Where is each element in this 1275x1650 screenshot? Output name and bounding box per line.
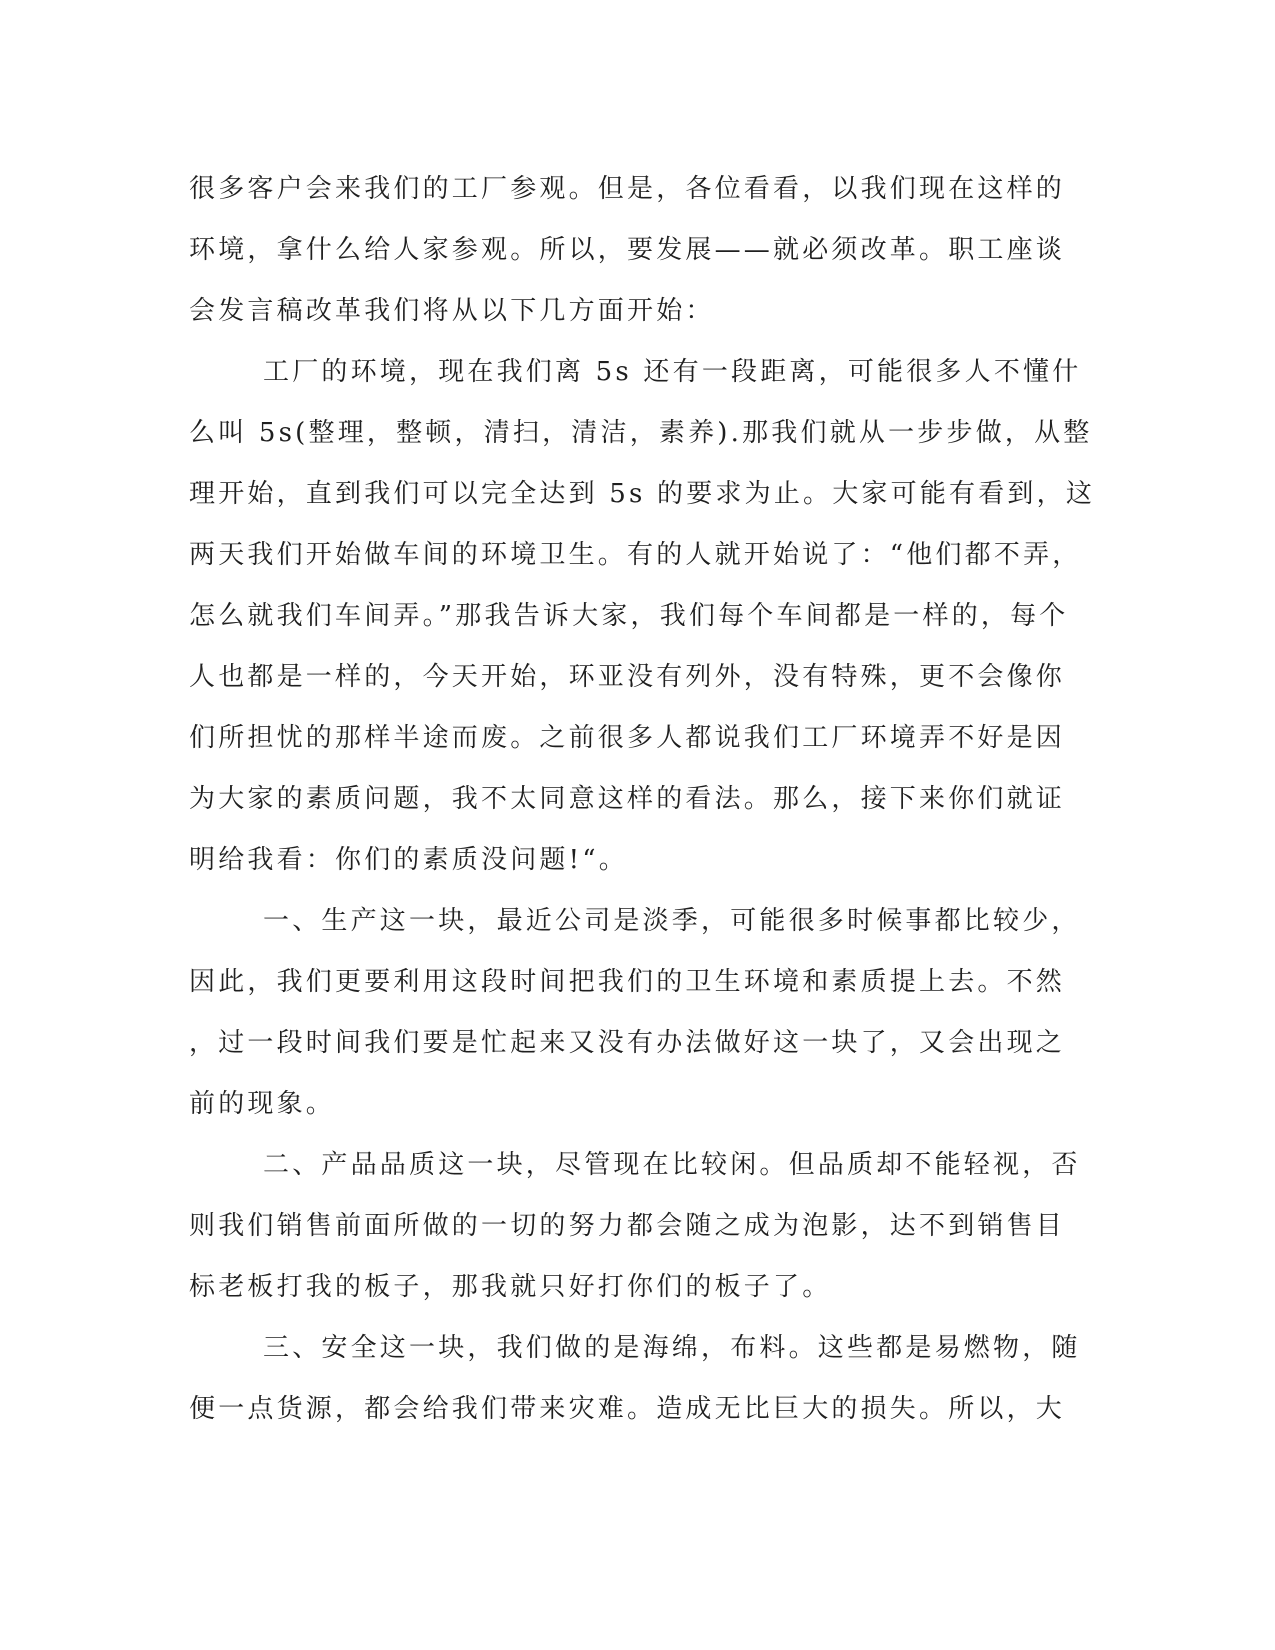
paragraph-line: 则我们销售前面所做的一切的努力都会随之成为泡影，达不到销售目 xyxy=(189,1211,1066,1241)
paragraph-first-line: 一、生产这一块，最近公司是淡季，可能很多时候事都比较少， xyxy=(263,906,1081,936)
paragraph-first-line: 三、安全这一块，我们做的是海绵，布料。这些都是易燃物，随 xyxy=(263,1333,1081,1363)
paragraph-line: 会发言稿改革我们将从以下几方面开始： xyxy=(189,296,715,326)
paragraph-line: 么叫 5s(整理，整顿，清扫，清洁，素养).那我们就从一步步做，从整 xyxy=(189,418,1093,448)
paragraph-line: 很多客户会来我们的工厂参观。但是，各位看看，以我们现在这样的 xyxy=(189,174,1066,204)
paragraph-line: 因此，我们更要利用这段时间把我们的卫生环境和素质提上去。不然 xyxy=(189,967,1066,997)
paragraph-line: 环境，拿什么给人家参观。所以，要发展——就必须改革。职工座谈 xyxy=(189,235,1066,265)
paragraph-line: 怎么就我们车间弄。”那我告诉大家，我们每个车间都是一样的，每个 xyxy=(189,601,1069,631)
paragraph-line: 前的现象。 xyxy=(189,1089,336,1119)
paragraph-line: 明给我看：你们的素质没问题!“。 xyxy=(189,845,628,875)
paragraph-line: 两天我们开始做车间的环境卫生。有的人就开始说了：“他们都不弄， xyxy=(189,540,1082,570)
paragraph-line: 为大家的素质问题，我不太同意这样的看法。那么，接下来你们就证 xyxy=(189,784,1066,814)
paragraph-line: 人也都是一样的，今天开始，环亚没有列外，没有特殊，更不会像你 xyxy=(189,662,1066,692)
paragraph-line: 标老板打我的板子，那我就只好打你们的板子了。 xyxy=(189,1272,832,1302)
paragraph-line: 理开始，直到我们可以完全达到 5s 的要求为止。大家可能有看到，这 xyxy=(189,479,1096,509)
paragraph-line: ，过一段时间我们要是忙起来又没有办法做好这一块了，又会出现之 xyxy=(189,1028,1066,1058)
paragraph-first-line: 工厂的环境，现在我们离 5s 还有一段距离，可能很多人不懂什 xyxy=(263,357,1082,387)
paragraph-first-line: 二、产品品质这一块，尽管现在比较闲。但品质却不能轻视，否 xyxy=(263,1150,1081,1180)
paragraph-line: 们所担忧的那样半途而废。之前很多人都说我们工厂环境弄不好是因 xyxy=(189,723,1066,753)
paragraph-line: 便一点货源，都会给我们带来灾难。造成无比巨大的损失。所以，大 xyxy=(189,1394,1066,1424)
